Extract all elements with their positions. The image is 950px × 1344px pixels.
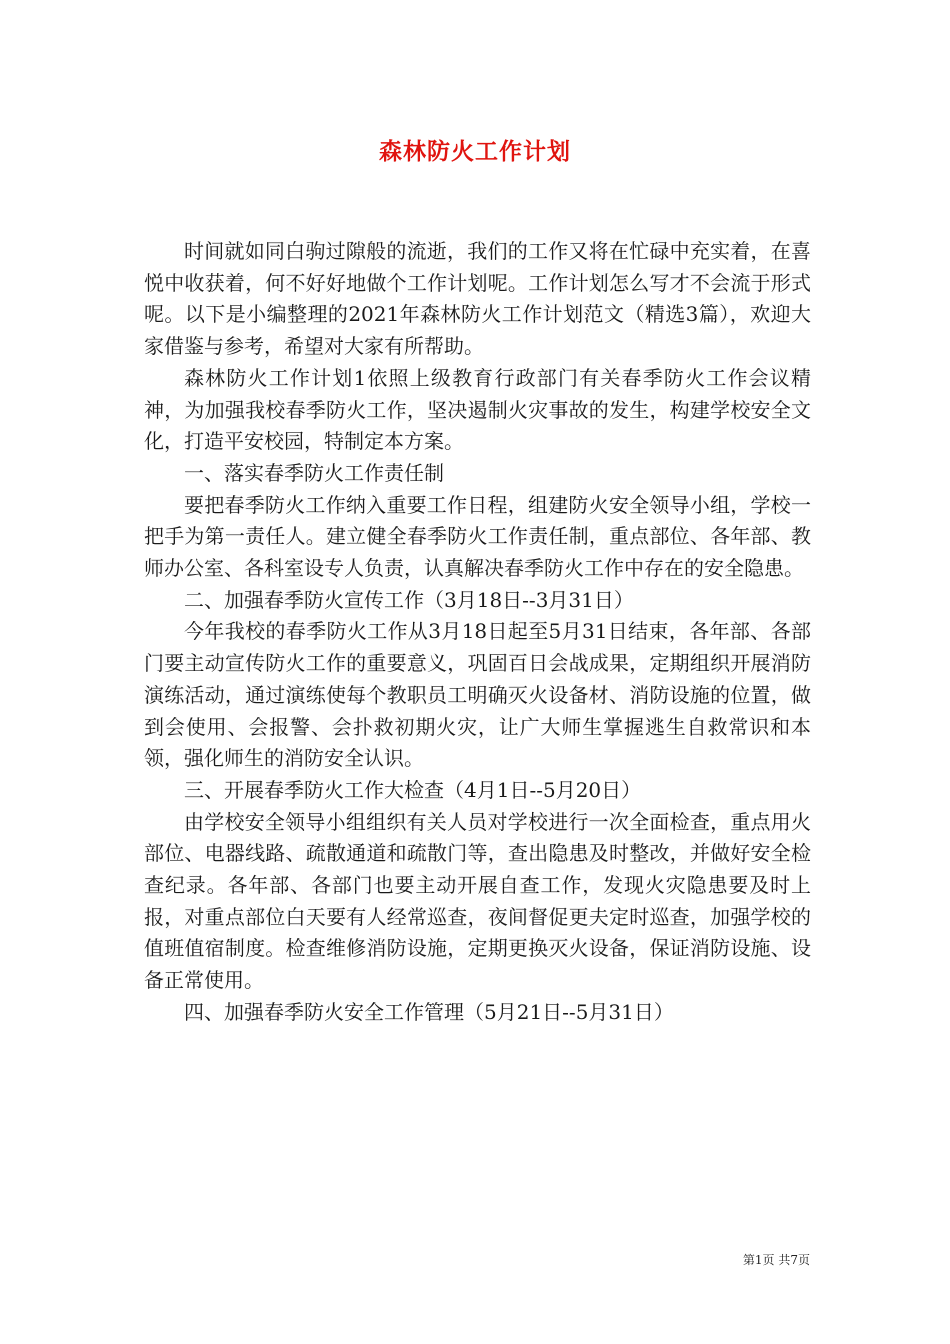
section-heading-1: 一、落实春季防火工作责任制 <box>184 460 444 485</box>
section-heading-4: 四、加强春季防火安全工作管理（5月21日--5月31日） <box>184 999 674 1024</box>
paragraph-plan-1-preface: 森林防火工作计划1依照上级教育行政部门有关春季防火工作会议精神，为加强我校春季防火工作，坚决遏制火灾事故的发生，构建学校安全文化，打造平安校园，特制定本方案。 <box>144 365 811 454</box>
paragraph-section-3: 由学校安全领导小组组织有关人员对学校进行一次全面检查，重点用火部位、电器线路、疏散通道和疏散门等，查出隐患及时整改，并做好安全检查纪录。各年部、各部门也要主动开展自查工作，发现火灾隐患要及时上报，对重点部位白天要有人经常巡查，夜间督促更夫定时巡查，加强学校的值班值宿制度。检查维修消防设施，定期更换灭火设备，保证消防设施、设备正常使用。 <box>144 809 811 993</box>
paragraph-intro: 时间就如同白驹过隙般的流逝，我们的工作又将在忙碌中充实着，在喜悦中收获着，何不好好地做个工作计划呢。工作计划怎么写才不会流于形式呢。以下是小编整理的2021年森林防火工作计划范文（精选3篇），欢迎大家借鉴与参考，希望对大家有所帮助。 <box>144 239 811 359</box>
total-page-count: 7 <box>790 1253 798 1267</box>
current-page-number: 1 <box>754 1253 763 1267</box>
section-heading-3: 三、开展春季防火工作大检查（4月1日--5月20日） <box>184 777 642 802</box>
footer-mid: 页 共 <box>762 1253 791 1267</box>
document-title: 森林防火工作计划 <box>379 138 571 165</box>
page-number-footer <box>743 1251 810 1268</box>
footer-suffix: 页 <box>797 1253 810 1267</box>
section-heading-2: 二、加强春季防火宣传工作（3月18日--3月31日） <box>184 587 634 612</box>
paragraph-section-1: 要把春季防火工作纳入重要工作日程，组建防火安全领导小组，学校一把手为第一责任人。建立健全春季防火工作责任制，重点部位、各年部、教师办公室、各科室设专人负责，认真解决春季防火工作中存在的安全隐患。 <box>144 492 811 581</box>
document-body <box>144 236 811 1029</box>
paragraph-section-2: 今年我校的春季防火工作从3月18日起至5月31日结束，各年部、各部门要主动宣传防火工作的重要意义，巩固百日会战成果，定期组织开展消防演练活动，通过演练使每个教职员工明确灭火设备材、消防设施的位置，做到会使用、会报警、会扑救初期火灾，让广大师生掌握逃生自救常识和本领，强化师生的消防安全认识。 <box>144 619 811 771</box>
footer-prefix: 第 <box>742 1253 755 1267</box>
